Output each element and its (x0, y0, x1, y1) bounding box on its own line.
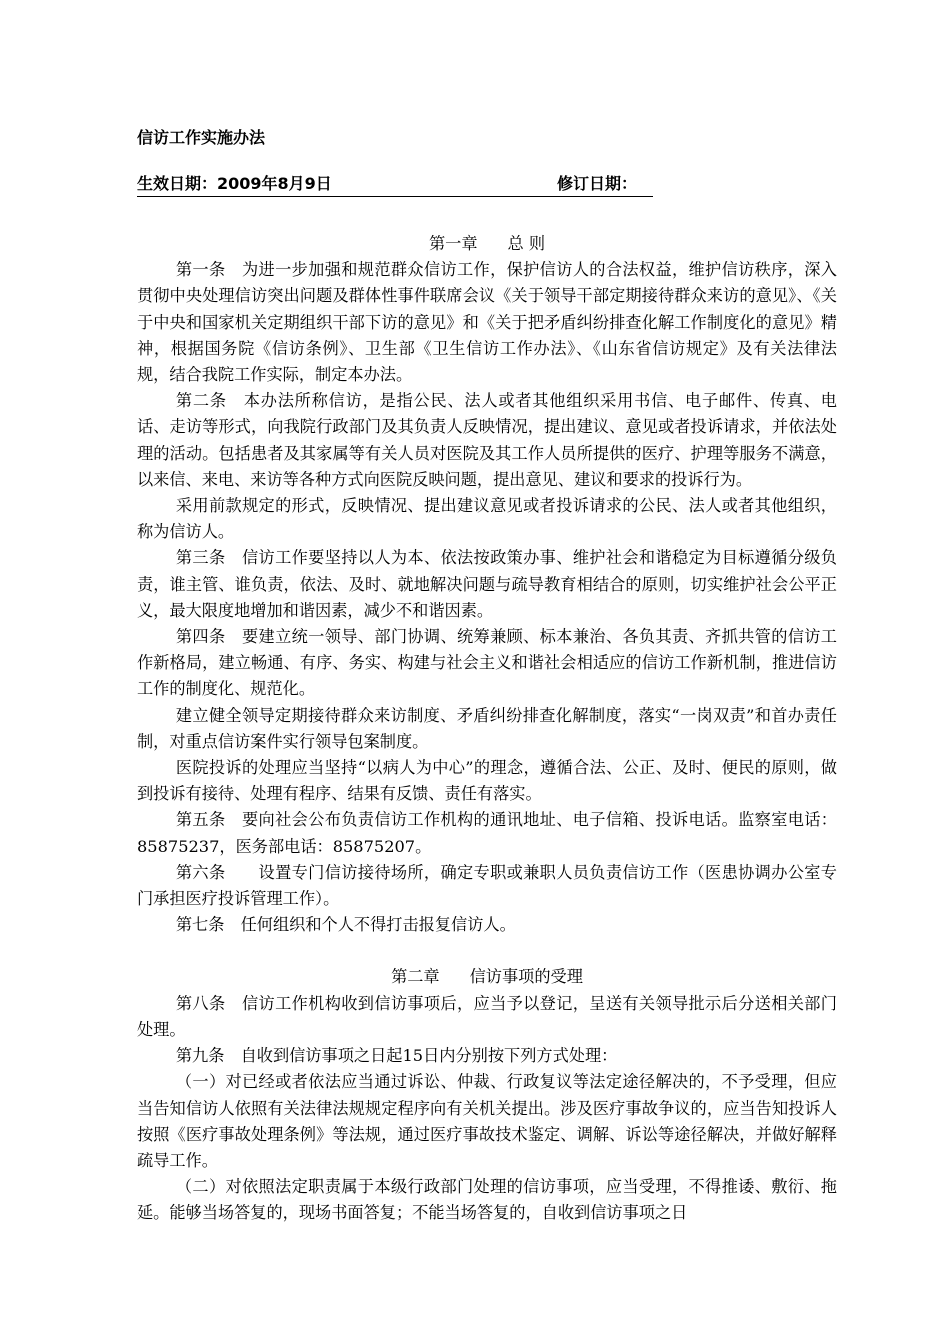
chapter-heading (137, 231, 837, 257)
article-paragraph: （一）对已经或者依法应当通过诉讼、仲裁、行政复议等法定途径解决的，不予受理，但应当告知信访人依照有关法律法规规定程序向有关机关提出。涉及医疗事故争议的，应当告知投诉人按照《医疗事故处理条例》等法规，通过医疗事故技术鉴定、调解、诉讼等途径解决，并做好解释疏导工作。 (137, 1072, 837, 1170)
chapter-name: 信访事项的受理 (469, 967, 583, 987)
article-paragraph: 第一条 为进一步加强和规范群众信访工作，保护信访人的合法权益，维护信访秩序，深入贯彻中央处理信访突出问题及群体性事件联席会议《关于领导干部定期接待群众来访的意见》、《关于中央和国家机关定期组织干部下访的意见》和《关于把矛盾纠纷排查化解工作制度化的意见》精神，根据国务院《信访条例》、卫生部《卫生信访工作办法》、《山东省信访规定》及有关法律法规，结合我院工作实际，制定本办法。 (137, 260, 837, 385)
chapter-number: 第一章 (428, 234, 478, 253)
article-paragraph: 第二条 本办法所称信访，是指公民、法人或者其他组织采用书信、电子邮件、传真、电话、走访等形式，向我院行政部门及其负责人反映情况，提出建议、意见或者投诉请求，并依法处理的活动。包括患者及其家属等有关人员对医院及其工作人员所提供的医疗、护理等服务不满意，以来信、来电、来访等各种方式向医院反映问题，提出意见、建议和要求的投诉行为。 (137, 391, 837, 489)
chapter-name: 总 则 (507, 234, 546, 253)
document-body (137, 231, 837, 1227)
article-paragraph: 第七条 任何组织和个人不得打击报复信访人。 (175, 915, 516, 935)
article-paragraph: 第六条 设置专门信访接待场所，确定专职或兼职人员负责信访工作（医患协调办公室专门承担医疗投诉管理工作）。 (137, 862, 837, 909)
effective-date: 生效日期：2009年8月9日 (137, 174, 332, 193)
document-meta-line (137, 174, 653, 197)
chapter-heading (137, 964, 837, 990)
section-spacer (137, 938, 837, 964)
document-title: 信访工作实施办法 (137, 128, 266, 147)
article-paragraph: （二）对依照法定职责属于本级行政部门处理的信访事项，应当受理，不得推诿、敷衍、拖延。能够当场答复的，现场书面答复；不能当场答复的，自收到信访事项之日 (137, 1177, 837, 1223)
chapter-number: 第二章 (391, 967, 440, 987)
article-paragraph: 第五条 要向社会公布负责信访工作机构的通讯地址、电子信箱、投诉电话。监察室电话：85875237，医务部电话：85875207。 (137, 810, 837, 856)
article-paragraph: 第三条 信访工作要坚持以人为本、依法按政策办事、维护社会和谐稳定为目标遵循分级负责，谁主管、谁负责，依法、及时、就地解决问题与疏导教育相结合的原则，切实维护社会公平正义，最大限度地增加和谐因素，减少不和谐因素。 (137, 548, 837, 620)
article-paragraph: 采用前款规定的形式，反映情况、提出建议意见或者投诉请求的公民、法人或者其他组织，称为信访人。 (137, 496, 837, 542)
article-paragraph: 第四条 要建立统一领导、部门协调、统筹兼顾、标本兼治、各负其责、齐抓共管的信访工作新格局，建立畅通、有序、务实、构建与社会主义和谐社会相适应的信访工作新机制，推进信访工作的制度化、规范化。 (137, 627, 837, 699)
article-paragraph: 医院投诉的处理应当坚持“以病人为中心”的理念，遵循合法、公正、及时、便民的原则，做到投诉有接待、处理有程序、结果有反馈、责任有落实。 (137, 758, 837, 804)
revised-date: 修订日期： (557, 174, 638, 193)
article-paragraph: 第八条 信访工作机构收到信访事项后，应当予以登记，呈送有关领导批示后分送相关部门处理。 (137, 993, 837, 1039)
article-paragraph: 第九条 自收到信访事项之日起15日内分别按下列方式处理： (175, 1046, 618, 1066)
article-paragraph: 建立健全领导定期接待群众来访制度、矛盾纠纷排查化解制度，落实“一岗双责”和首办责任制，对重点信访案件实行领导包案制度。 (137, 705, 837, 751)
